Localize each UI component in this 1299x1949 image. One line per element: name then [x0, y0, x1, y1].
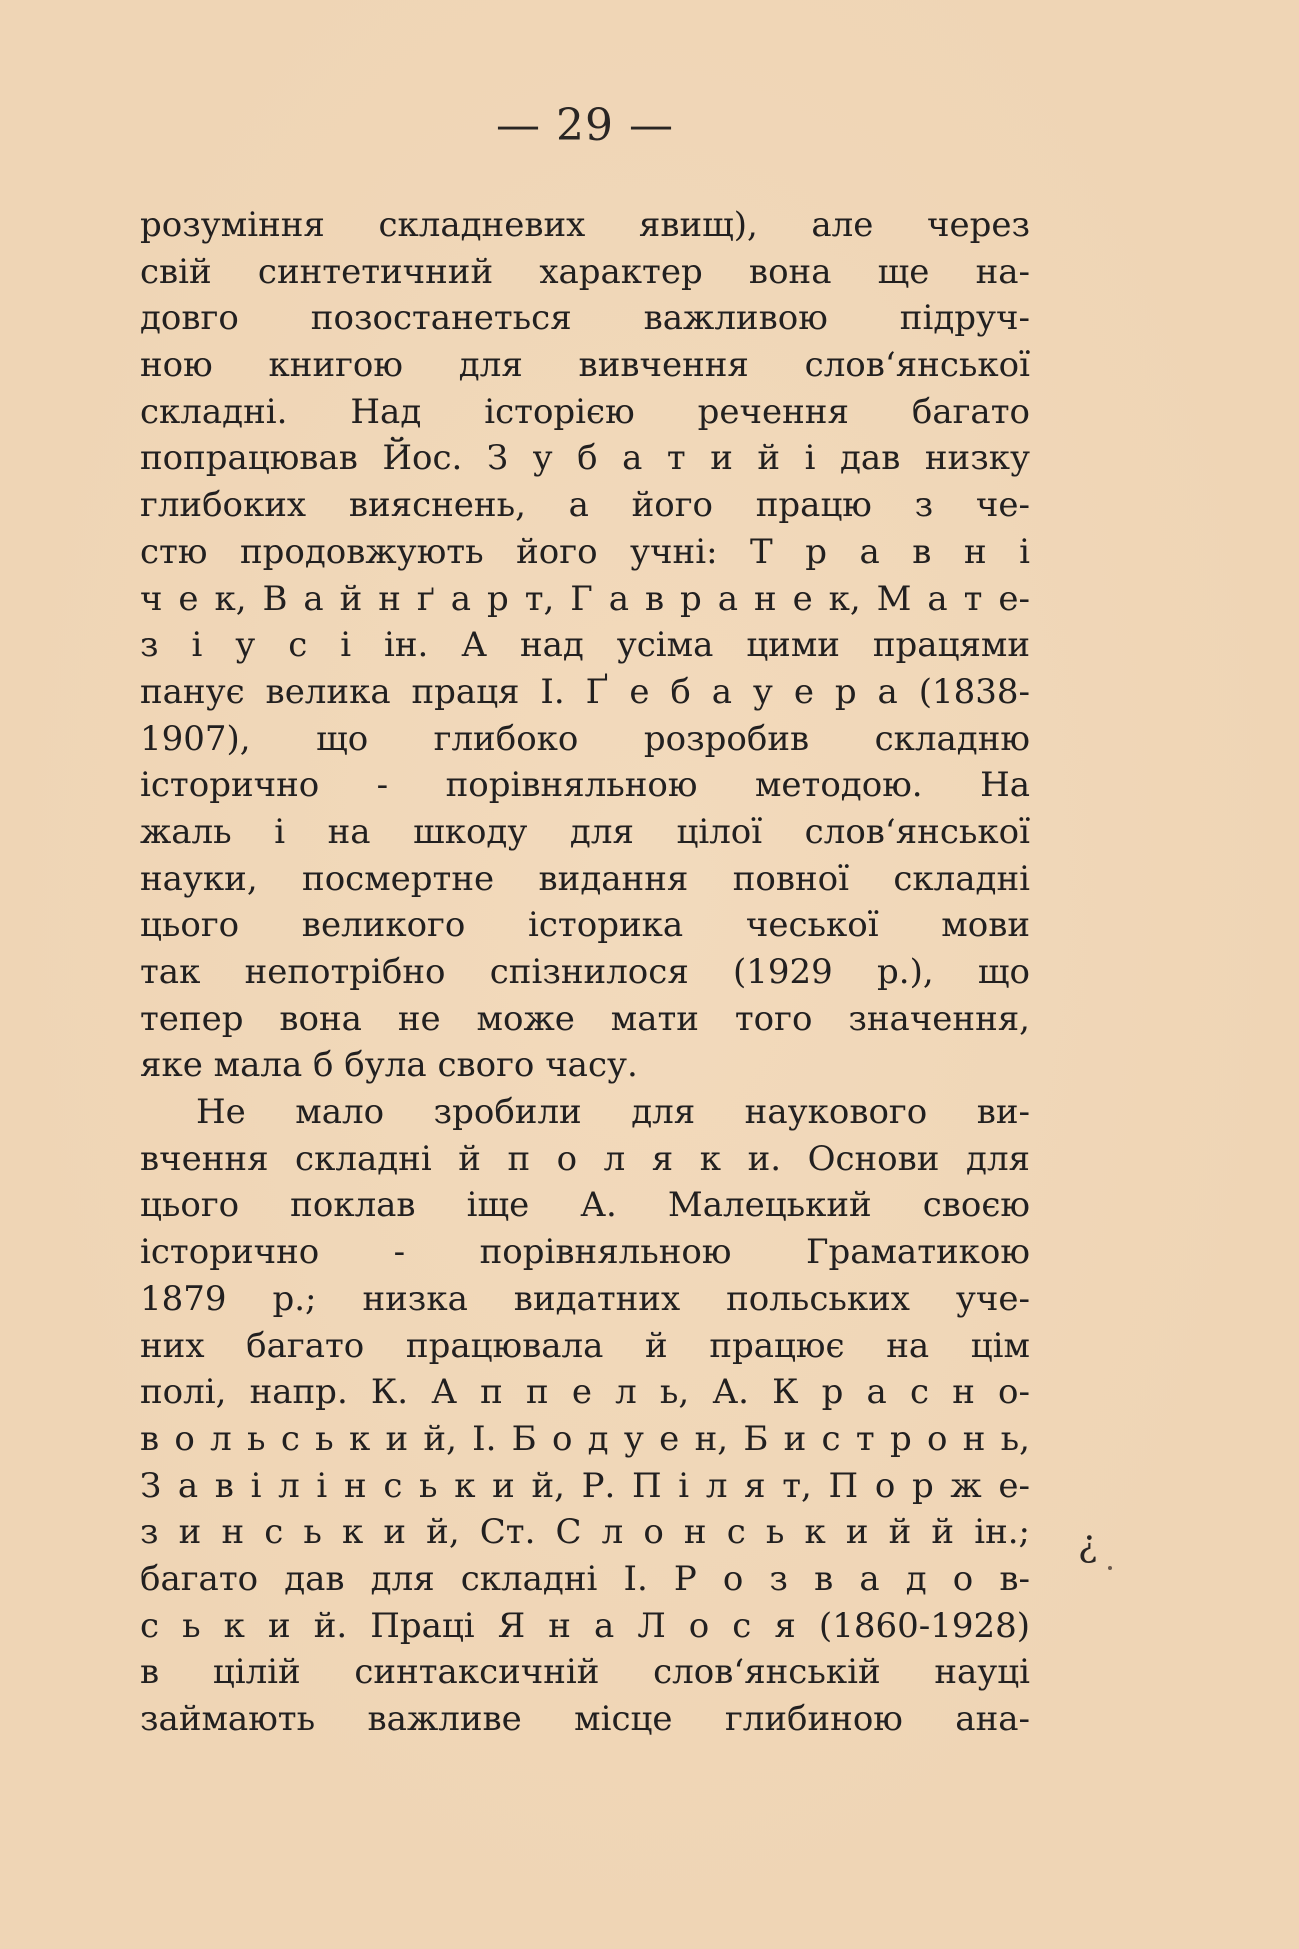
- text-line: з и н с ь к и й, Ст. С л о н с ь к и й й ін.;: [140, 1512, 1030, 1553]
- text-line: так непотрібно спізнилося (1929 р.), що: [140, 952, 1030, 992]
- text-line: тепер вона не може мати того значення,: [140, 998, 1030, 1039]
- text-line: науки, посмертне видання повної складні: [140, 858, 1030, 899]
- text-line: історично - порівняльною методою. На: [140, 765, 1030, 806]
- text-line: глибоких вияснень, а його працю з че-: [140, 485, 1030, 526]
- text-line: 1879 р.; низка видатних польських уче-: [140, 1278, 1030, 1319]
- text-line: стю продовжують його учні: Т р а в н і: [140, 531, 1030, 572]
- text-line: ч е к, В а й н ґ а р т, Г а в р а н е к, М а т е-: [140, 578, 1030, 619]
- text-line: с ь к и й. Праці Я н а Л о с я (1860-1928): [140, 1605, 1030, 1646]
- text-line: З а в і л і н с ь к и й, Р. П і л я т, П о р ж е-: [140, 1465, 1030, 1506]
- page-number: — 29 —: [496, 100, 674, 151]
- text-line: свій синтетичний характер вона ще на-: [140, 251, 1030, 292]
- text-line: полі, напр. К. А п п е л ь, А. К р а с н о-: [140, 1372, 1030, 1413]
- text-line: попрацював Йос. З у б а т и й і дав низку: [140, 438, 1030, 479]
- text-line: ною книгою для вивчення слов‘янської: [140, 345, 1030, 386]
- text-line: складні. Над історією речення багато: [140, 391, 1030, 432]
- text-line: 1907), що глибоко розробив складню: [140, 718, 1030, 759]
- text-line: займають важливе місце глибиною ана-: [140, 1699, 1030, 1739]
- text-line: цього великого історика чеської мови: [140, 905, 1030, 946]
- text-line-paragraph-start: Не мало зробили для наукового ви-: [196, 1092, 1030, 1133]
- text-line: жаль і на шкоду для цілої слов‘янської: [140, 811, 1030, 852]
- text-line: них багато працювала й працює на цім: [140, 1325, 1030, 1366]
- text-line: панує велика праця І. Ґ е б а у е р а (1838-: [140, 671, 1030, 712]
- text-line: цього поклав іще А. Малецький своєю: [140, 1185, 1030, 1226]
- text-line-paragraph-end: яке мала б була свого часу.: [140, 1045, 638, 1086]
- text-line: розуміння складневих явищ), але через: [140, 205, 1030, 245]
- text-line: в о л ь с ь к и й, І. Б о д у е н, Б и с т р о н ь,: [140, 1418, 1030, 1459]
- text-line: вчення складні й п о л я к и. Основи для: [140, 1138, 1030, 1179]
- body-text: [140, 202, 1030, 1743]
- text-line: з і у с і ін. А над усіма цими працями: [140, 625, 1030, 666]
- text-line: в цілій синтаксичній слов‘янській науці: [140, 1652, 1030, 1693]
- margin-dot: [1108, 1566, 1112, 1570]
- text-line: довго позостанеться важливою підруч-: [140, 298, 1030, 339]
- handwritten-margin-mark: ¿: [1078, 1524, 1098, 1565]
- text-line: багато дав для складні І. Р о з в а д о в-: [140, 1558, 1030, 1599]
- text-line: історично - порівняльною Граматикою: [140, 1232, 1030, 1273]
